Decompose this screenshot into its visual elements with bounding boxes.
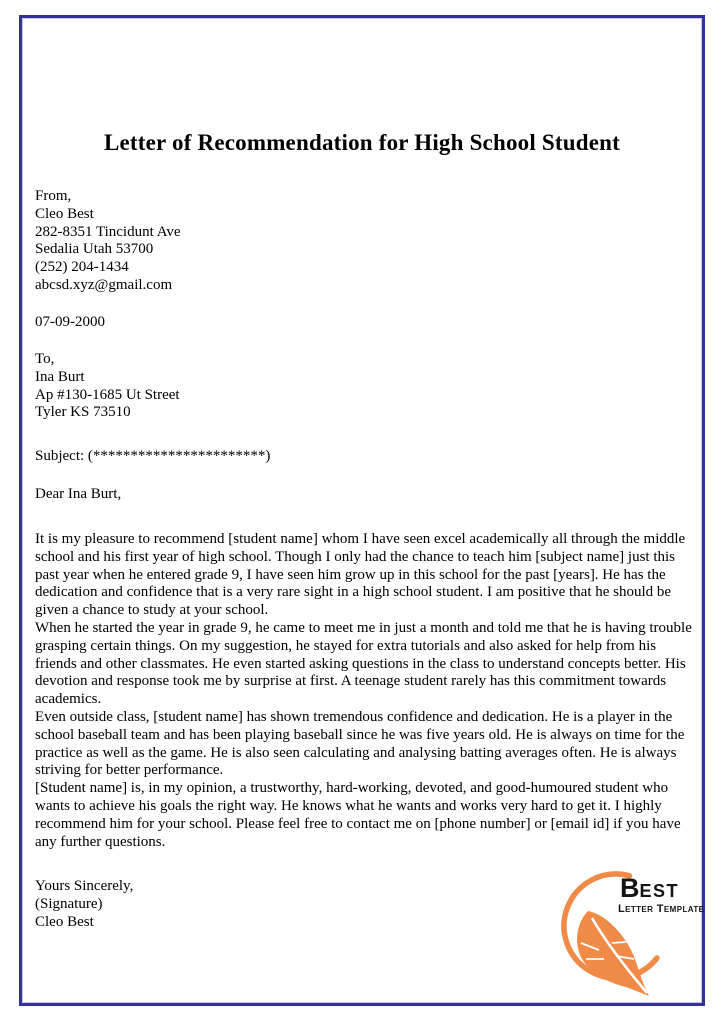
body-paragraph: [Student name] is, in my opinion, a trustworthy, hard-working, devoted, and good-humoured student who wants to achieve his goals the right way. He knows what he wants and works very hard to get it. I highly recommend him for your school. Please feel free to contact me on [phone number] or [email id] if you have any further questions. (35, 780, 681, 850)
to-name: Ina Burt (35, 368, 85, 385)
brand-logo (552, 855, 704, 1007)
subject-line: Subject: (***********************) (35, 448, 271, 464)
salutation: Dear Ina Burt, (35, 486, 122, 502)
closing-name: Cleo Best (35, 913, 94, 930)
logo-subtitle: Letter Template (618, 903, 705, 915)
to-city: Tyler KS 73510 (35, 404, 131, 421)
from-street: 282-8351 Tincidunt Ave (35, 223, 181, 240)
from-label: From, (35, 188, 72, 204)
logo-wordmark-initial: B (620, 873, 640, 903)
logo-wordmark (620, 875, 679, 902)
feather-quill-icon (577, 911, 649, 996)
body-paragraph: Even outside class, [student name] has shown tremendous confidence and dedication. He is a player in the school baseball team and has been playing baseball since he was five years old. He is always on time for the practice as well as the game. He is also seen calculating and analysing batting averages often. He is always striving for better performance. (35, 708, 685, 779)
logo-wordmark-rest: EST (639, 881, 680, 901)
closing-block (35, 878, 133, 931)
letter-date: 07-09-2000 (35, 314, 105, 330)
to-label: To, (35, 351, 55, 367)
from-address-block (35, 188, 181, 295)
signature-placeholder: (Signature) (35, 895, 103, 912)
letter-title: Letter of Recommendation for High School Student (103, 130, 620, 155)
from-phone: (252) 204-1434 (35, 259, 129, 276)
to-address-block (35, 351, 180, 422)
to-street: Ap #130-1685 Ut Street (35, 386, 180, 403)
from-email: abcsd.xyz@gmail.com (35, 276, 173, 293)
body-paragraph: When he started the year in grade 9, he came to meet me in just a month and told me that he is having trouble grasping certain things. On my suggestion, he stayed for extra tutorials and also asked for help from his friends and other classmates. He even started asking questions in the class to understand concepts better. His devotion and response took me by surprise at first. A teenage student rarely has this commitment towards academics. (35, 619, 692, 708)
closing-salutation: Yours Sincerely, (35, 878, 134, 894)
body-paragraph: It is my pleasure to recommend [student name] whom I have seen excel academically all through the middle school and his first year of high school. Though I only had the chance to teach him [subject name] just this past year when he entered grade 9, I have seen him grow up in this school for the past [years]. He has the dedication and confidence that is a very rare sight in a high school student. I am positive that he should be given a chance to study at your school. (35, 531, 686, 619)
letter-body (35, 531, 697, 851)
from-name: Cleo Best (35, 205, 94, 222)
from-city: Sedalia Utah 53700 (35, 241, 154, 258)
